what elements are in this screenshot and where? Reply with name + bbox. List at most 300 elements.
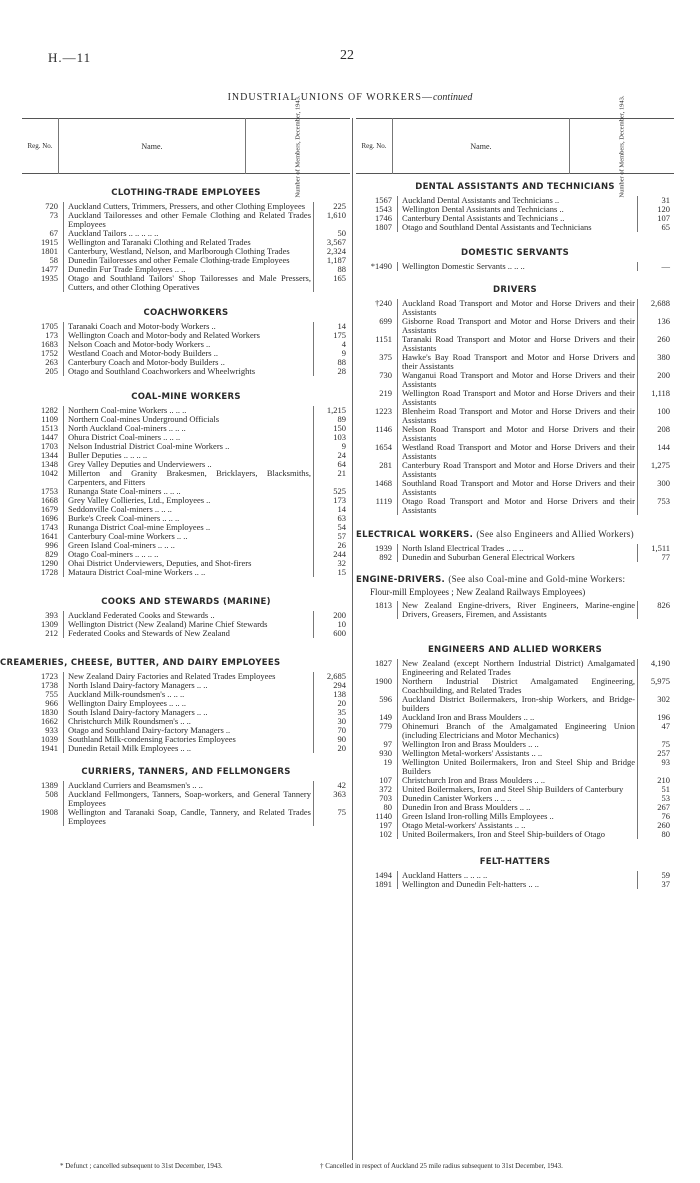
reg-no: 1801	[22, 247, 64, 256]
member-count: 100	[638, 407, 675, 425]
member-count: 20	[314, 744, 351, 753]
reg-no: 1827	[356, 659, 398, 677]
reg-no: 1696	[22, 514, 64, 523]
section-title	[356, 574, 674, 585]
member-count: 175	[314, 331, 351, 340]
reg-no: 219	[356, 389, 398, 407]
reg-no: 212	[22, 629, 64, 638]
running-title-italic: continued	[432, 92, 473, 103]
member-count: 47	[638, 722, 675, 740]
union-table	[22, 611, 350, 638]
union-name: Auckland Tailoresses and other Female Clothing and Related Trades Employees	[68, 210, 311, 229]
reg-no: 933	[22, 726, 64, 735]
reg-no: 1807	[356, 223, 398, 232]
section-title	[0, 658, 350, 668]
reg-no: 372	[356, 785, 398, 794]
union-name: Dunedin Canister Workers .. .. ..	[402, 793, 512, 803]
member-count: 136	[638, 317, 675, 335]
reg-no: 1641	[22, 532, 64, 541]
section	[22, 188, 350, 292]
union-name: Dunedin Iron and Brass Moulders .. ..	[402, 802, 531, 812]
union-name: Auckland Dental Assistants and Technicians ..	[402, 195, 560, 205]
union-name: Auckland Hatters .. .. .. ..	[402, 870, 488, 880]
union-name: Auckland Fellmongers, Tanners, Soap-workers, and General Tannery Employees	[68, 789, 311, 808]
union-name: South Island Dairy-factory Managers .. ..	[68, 707, 208, 717]
section-title-text: COACHWORKERS	[143, 308, 229, 318]
reg-no: 1941	[22, 744, 64, 753]
member-count: 2,688	[638, 299, 675, 317]
right-sections	[356, 182, 674, 889]
table-row	[22, 744, 350, 753]
members-header: Number of Members, December, 1943.	[618, 95, 626, 198]
reg-no: 67	[22, 229, 64, 238]
reg-no: 829	[22, 550, 64, 559]
member-count: 260	[638, 335, 675, 353]
reg-no: 720	[22, 202, 64, 211]
reg-no: 755	[22, 690, 64, 699]
section-title-text: ENGINEERS AND ALLIED WORKERS	[427, 645, 603, 655]
table-row	[22, 367, 350, 376]
reg-no: 930	[356, 749, 398, 758]
union-name: Millerton and Granity Brakesmen, Bricklayers, Blacksmiths, Carpenters, and Fitters	[68, 468, 311, 487]
member-count: —	[638, 262, 675, 271]
table-row	[356, 443, 674, 461]
reg-no: 1567	[356, 196, 398, 205]
member-count: 93	[638, 758, 675, 776]
section-note-continued: Flour-mill Employees ; New Zealand Railways Employees)	[370, 587, 586, 597]
table-row	[356, 758, 674, 776]
section	[356, 182, 674, 232]
member-count: 9	[314, 349, 351, 358]
reg-no: 1753	[22, 487, 64, 496]
union-name: Wellington and Taranaki Soap, Candle, Tannery, and Related Trades Employees	[68, 807, 311, 826]
member-count: 1,187	[314, 256, 351, 265]
reg-no: 1738	[22, 681, 64, 690]
section-title-text: COOKS AND STEWARDS (MARINE)	[101, 597, 271, 607]
union-name: North Island Dairy-factory Managers .. ..	[68, 680, 208, 690]
union-name: Dunedin and Suburban General Electrical Workers	[402, 552, 575, 562]
table-row	[356, 335, 674, 353]
union-name: Dunedin Tailoresses and other Female Clothing-trade Employees	[68, 255, 290, 265]
union-name: Auckland Milk-roundsmen's .. .. ..	[68, 689, 185, 699]
reg-no: 1344	[22, 451, 64, 460]
union-name: Green Island Iron-rolling Mills Employees ..	[402, 811, 554, 821]
member-count: 208	[638, 425, 675, 443]
reg-no: 996	[22, 541, 64, 550]
member-count: 4	[314, 340, 351, 349]
reg-no: 1223	[356, 407, 398, 425]
member-count: 200	[638, 371, 675, 389]
page-code: H.—11	[48, 50, 92, 65]
reg-no: 281	[356, 461, 398, 479]
member-count: 363	[314, 790, 351, 808]
table-row	[356, 695, 674, 713]
member-count: 14	[314, 322, 351, 331]
table-row	[356, 659, 674, 677]
union-name: Taranaki Road Transport and Motor and Horse Drivers and their Assistants	[402, 334, 635, 353]
reg-no: 149	[356, 713, 398, 722]
section-note: (See also Coal-mine and Gold-mine Workers:	[448, 574, 626, 584]
union-name: Grey Valley Deputies and Underviewers ..	[68, 459, 212, 469]
reg-no: 102	[356, 830, 398, 839]
left-column	[0, 95, 350, 1158]
name-header: Name.	[59, 119, 246, 174]
reg-no: 393	[22, 611, 64, 620]
reg-no: 1703	[22, 442, 64, 451]
member-count: 225	[314, 202, 351, 211]
union-name: Northern Industrial District Amalgamated Engineering, Coachbuilding, and Related Trades	[402, 676, 635, 695]
reg-no: 19	[356, 758, 398, 776]
reg-no: 1683	[22, 340, 64, 349]
member-count: 9	[314, 442, 351, 451]
member-count: 103	[314, 433, 351, 442]
member-count: 57	[314, 532, 351, 541]
member-count: 294	[314, 681, 351, 690]
section-title	[356, 182, 674, 192]
section-title	[356, 285, 674, 295]
member-count: 51	[638, 785, 675, 794]
union-name: Wellington United Boilermakers, Iron and Steel Ship and Bridge Builders	[402, 757, 635, 776]
section-title	[22, 392, 350, 402]
reg-no: 699	[356, 317, 398, 335]
union-name: Nelson Coach and Motor-body Workers ..	[68, 339, 211, 349]
union-name: Buller Deputies .. .. .. ..	[68, 450, 148, 460]
member-count: 54	[314, 523, 351, 532]
union-name: Otago and Southland Tailors' Shop Tailoresses and Male Pressers, Cutters, and other Clothing Operatives	[68, 273, 311, 292]
reg-no: 1743	[22, 523, 64, 532]
section-title	[22, 767, 350, 777]
member-count: 1,215	[314, 406, 351, 415]
member-count: 80	[638, 830, 675, 839]
table-row	[356, 497, 674, 515]
reg-no: 508	[22, 790, 64, 808]
union-name: North Island Electrical Trades .. .. ..	[402, 543, 524, 553]
union-name: Ohinemuri Branch of the Amalgamated Engineering Union (including Electricians and Motor Mechanics)	[402, 721, 635, 740]
union-name: New Zealand (except Northern Industrial District) Amalgamated Engineering and Related Trades	[402, 658, 635, 677]
section-title-text: CURRIERS, TANNERS, AND FELLMONGERS	[81, 767, 291, 777]
reg-no-header: Reg. No.	[22, 119, 59, 174]
member-count: 144	[638, 443, 675, 461]
column-divider	[352, 118, 353, 1160]
member-count: 380	[638, 353, 675, 371]
union-name: Wellington Road Transport and Motor and Horse Drivers and their Assistants	[402, 388, 635, 407]
union-name: Seddonville Coal-miners .. .. ..	[68, 504, 172, 514]
member-count: 107	[638, 214, 675, 223]
union-name: Auckland Cutters, Trimmers, Pressers, and other Clothing Employees	[68, 201, 306, 211]
section	[22, 767, 350, 826]
table-row	[356, 601, 674, 619]
table-row	[356, 407, 674, 425]
union-name: Wellington Iron and Brass Moulders .. ..	[402, 739, 539, 749]
reg-no: 1109	[22, 415, 64, 424]
union-name: Canterbury Coach and Motor-body Builders ..	[68, 357, 225, 367]
table-row	[22, 274, 350, 292]
union-name: Gisborne Road Transport and Motor and Horse Drivers and their Assistants	[402, 316, 635, 335]
reg-no: 205	[22, 367, 64, 376]
reg-no: 1935	[22, 274, 64, 292]
reg-no: *1490	[356, 262, 398, 271]
reg-no: 730	[356, 371, 398, 389]
member-count: 31	[638, 196, 675, 205]
union-name: Mataura District Coal-mine Workers .. ..	[68, 567, 206, 577]
union-name: Wellington and Dunedin Felt-hatters .. ..	[402, 879, 539, 889]
union-name: Ohai District Underviewers, Deputies, and Shot-firers	[68, 558, 252, 568]
union-name: Westland Coach and Motor-body Builders ..	[68, 348, 218, 358]
member-count: 1,610	[314, 211, 351, 229]
member-count: 2,685	[314, 672, 351, 681]
member-count: 37	[638, 880, 675, 889]
section-title	[22, 597, 350, 607]
reg-no: 1389	[22, 781, 64, 790]
member-count: 5,975	[638, 677, 675, 695]
union-table	[356, 871, 674, 889]
union-name: Dunedin Fur Trade Employees .. ..	[68, 264, 186, 274]
table-row	[356, 479, 674, 497]
section-title-text: FELT-HATTERS	[479, 857, 551, 867]
section-note: (See also Engineers and Allied Workers)	[476, 529, 634, 539]
member-count: 50	[314, 229, 351, 238]
reg-no: 1668	[22, 496, 64, 505]
reg-no: 107	[356, 776, 398, 785]
table-row	[356, 880, 674, 889]
member-count: 260	[638, 821, 675, 830]
page-number: 22	[340, 48, 354, 63]
member-count: 75	[314, 808, 351, 826]
reg-no: 1813	[356, 601, 398, 619]
member-count: 28	[314, 367, 351, 376]
union-name: Auckland District Boilermakers, Iron-ship Workers, and Bridge-builders	[402, 694, 635, 713]
section	[0, 658, 350, 753]
reg-no: †240	[356, 299, 398, 317]
reg-no: 1752	[22, 349, 64, 358]
table-row	[356, 553, 674, 562]
union-name: Otago and Southland Dental Assistants and Technicians	[402, 222, 592, 232]
reg-no: 1494	[356, 871, 398, 880]
union-name: Christchurch Iron and Brass Moulders .. ..	[402, 775, 546, 785]
name-header: Name.	[393, 119, 570, 174]
reg-no: 97	[356, 740, 398, 749]
section	[356, 285, 674, 515]
section-title	[22, 308, 350, 318]
reg-no: 1447	[22, 433, 64, 442]
reg-no: 779	[356, 722, 398, 740]
union-name: Otago Metal-workers' Assistants .. ..	[402, 820, 526, 830]
table-row	[356, 353, 674, 371]
member-count: 165	[314, 274, 351, 292]
union-name: Wellington Domestic Servants .. .. ..	[402, 261, 525, 271]
union-name: Canterbury Dental Assistants and Technicians ..	[402, 213, 565, 223]
section-title-text: ELECTRICAL WORKERS.	[356, 530, 474, 540]
union-table	[22, 322, 350, 376]
reg-no: 80	[356, 803, 398, 812]
union-name: Burke's Creek Coal-miners .. .. ..	[68, 513, 180, 523]
member-count: 196	[638, 713, 675, 722]
member-count: 30	[314, 717, 351, 726]
table-row	[22, 790, 350, 808]
running-title	[0, 92, 700, 103]
table-row	[22, 808, 350, 826]
reg-no: 1900	[356, 677, 398, 695]
union-table	[356, 544, 674, 562]
section-title	[356, 645, 674, 655]
union-table	[356, 601, 674, 619]
member-count: 89	[314, 415, 351, 424]
reg-no: 596	[356, 695, 398, 713]
reg-no: 1348	[22, 460, 64, 469]
reg-no: 1746	[356, 214, 398, 223]
reg-no: 1282	[22, 406, 64, 415]
member-count: 63	[314, 514, 351, 523]
reg-no: 1042	[22, 469, 64, 487]
member-count: 53	[638, 794, 675, 803]
reg-no: 58	[22, 256, 64, 265]
union-name: Green Island Coal-miners .. .. ..	[68, 540, 175, 550]
section	[22, 308, 350, 376]
section	[22, 392, 350, 577]
member-count: 35	[314, 708, 351, 717]
member-count: 90	[314, 735, 351, 744]
member-count: 1,118	[638, 389, 675, 407]
member-count: 42	[314, 781, 351, 790]
reg-no: 263	[22, 358, 64, 367]
member-count: 3,567	[314, 238, 351, 247]
member-count: 173	[314, 496, 351, 505]
union-name: Hawke's Bay Road Transport and Motor and Horse Drivers and their Assistants	[402, 352, 635, 371]
member-count: 4,190	[638, 659, 675, 677]
union-table	[22, 406, 350, 577]
section-title	[356, 529, 674, 540]
reg-no: 1543	[356, 205, 398, 214]
member-count: 753	[638, 497, 675, 515]
union-name: Westland Road Transport and Motor and Horse Drivers and their Assistants	[402, 442, 635, 461]
member-count: 120	[638, 205, 675, 214]
union-table	[22, 781, 350, 826]
union-name: Nelson Industrial District Coal-mine Workers ..	[68, 441, 230, 451]
member-count: 64	[314, 460, 351, 469]
members-header: Number of Members, December, 1943.	[294, 95, 302, 198]
member-count: 24	[314, 451, 351, 460]
union-name: New Zealand Dairy Factories and Related Trades Employees	[68, 671, 276, 681]
reg-no: 1654	[356, 443, 398, 461]
member-count: 150	[314, 424, 351, 433]
member-count: 267	[638, 803, 675, 812]
member-count: 300	[638, 479, 675, 497]
section	[356, 529, 674, 562]
section	[356, 248, 674, 271]
union-table	[22, 672, 350, 753]
reg-no: 892	[356, 553, 398, 562]
union-name: Auckland Iron and Brass Moulders .. ..	[402, 712, 535, 722]
union-name: Wellington Dental Assistants and Technicians ..	[402, 204, 564, 214]
union-name: Dunedin Retail Milk Employees .. ..	[68, 743, 191, 753]
union-name: Canterbury Coal-mine Workers .. ..	[68, 531, 188, 541]
reg-no-header: Reg. No.	[356, 119, 393, 174]
reg-no: 1705	[22, 322, 64, 331]
section-title-text: ENGINE-DRIVERS.	[356, 575, 446, 585]
section-title-text: DOMESTIC SERVANTS	[460, 248, 569, 258]
union-name: Wellington Coach and Motor-body and Related Workers	[68, 330, 260, 340]
reg-no: 197	[356, 821, 398, 830]
left-sections	[0, 188, 350, 826]
union-table	[356, 262, 674, 271]
union-name: Ohura District Coal-miners .. .. ..	[68, 432, 181, 442]
reg-no: 1679	[22, 505, 64, 514]
union-name: Christchurch Milk Roundsmen's .. ..	[68, 716, 191, 726]
member-count: 65	[638, 223, 675, 232]
union-name: Wanganui Road Transport and Motor and Horse Drivers and their Assistants	[402, 370, 635, 389]
union-table	[356, 659, 674, 839]
table-row	[356, 299, 674, 317]
union-name: Northern Coal-mine Workers .. .. ..	[68, 405, 187, 415]
reg-no: 1309	[22, 620, 64, 629]
table-row	[22, 211, 350, 229]
union-name: Otago Coal-miners .. .. .. ..	[68, 549, 159, 559]
reg-no: 703	[356, 794, 398, 803]
reg-no: 1151	[356, 335, 398, 353]
union-table	[356, 196, 674, 232]
member-count: 302	[638, 695, 675, 713]
table-row	[356, 461, 674, 479]
union-name: Federated Cooks and Stewards of New Zealand	[68, 628, 230, 638]
union-name: Auckland Road Transport and Motor and Horse Drivers and their Assistants	[402, 298, 635, 317]
reg-no: 1662	[22, 717, 64, 726]
table-row	[22, 629, 350, 638]
member-count: 70	[314, 726, 351, 735]
union-name: Nelson Road Transport and Motor and Horse Drivers and their Assistants	[402, 424, 635, 443]
union-name: United Boilermakers, Iron and Steel Ship Builders of Canterbury	[402, 784, 624, 794]
union-name: Runanga State Coal-miners .. .. ..	[68, 486, 181, 496]
union-table	[356, 299, 674, 515]
union-name: Grey Valley Collieries, Ltd., Employees ..	[68, 495, 211, 505]
table-row	[22, 568, 350, 577]
union-name: New Zealand Engine-drivers, River Engineers, Marine-engine Drivers, Greasers, Firemen, and Assistants	[402, 600, 635, 619]
member-count: 244	[314, 550, 351, 559]
table-row	[356, 722, 674, 740]
reg-no: 375	[356, 353, 398, 371]
reg-no: 1513	[22, 424, 64, 433]
footnote-defunct: * Defunct ; cancelled subsequent to 31st December, 1943.	[60, 1162, 223, 1170]
table-row	[356, 371, 674, 389]
section-title	[356, 857, 674, 867]
reg-no: 1728	[22, 568, 64, 577]
reg-no: 1891	[356, 880, 398, 889]
union-name: Northern Coal-mines Underground Officials	[68, 414, 219, 424]
member-count: 77	[638, 553, 675, 562]
reg-no: 1290	[22, 559, 64, 568]
section	[356, 574, 674, 619]
union-name: Otago and Southland Dairy-factory Managers ..	[68, 725, 231, 735]
member-count: 138	[314, 690, 351, 699]
member-count: 200	[314, 611, 351, 620]
table-row	[356, 677, 674, 695]
section-title-text: COAL-MINE WORKERS	[131, 392, 241, 402]
member-count: 600	[314, 629, 351, 638]
union-name: North Auckland Coal-miners .. .. ..	[68, 423, 186, 433]
table-row	[22, 469, 350, 487]
member-count: 75	[638, 740, 675, 749]
member-count: 2,324	[314, 247, 351, 256]
union-name: Blenheim Road Transport and Motor and Horse Drivers and their Assistants	[402, 406, 635, 425]
section-title-text: CREAMERIES, CHEESE, BUTTER, AND DAIRY EMPLOYEES	[0, 658, 281, 668]
union-name: Canterbury, Westland, Nelson, and Marlborough Clothing Trades	[68, 246, 290, 256]
union-name: Auckland Tailors .. .. .. .. ..	[68, 228, 159, 238]
table-row	[356, 317, 674, 335]
member-count: 32	[314, 559, 351, 568]
reg-no: 1830	[22, 708, 64, 717]
union-name: Otago Road Transport and Motor and Horse Drivers and their Assistants	[402, 496, 635, 515]
section-title-text: DENTAL ASSISTANTS AND TECHNICIANS	[415, 182, 615, 192]
reg-no: 1468	[356, 479, 398, 497]
